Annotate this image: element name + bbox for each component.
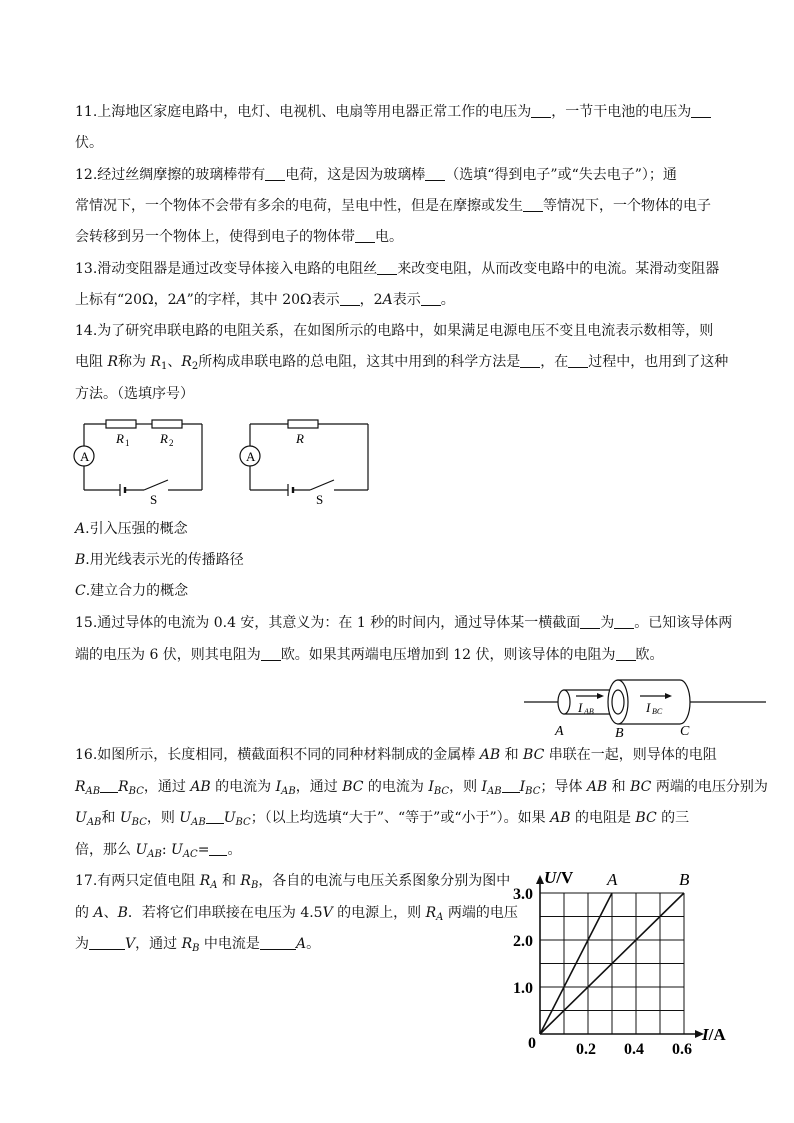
unit: A bbox=[295, 936, 307, 952]
q15-text: 15.通过导体的电流为 0.4 安，其意义为：在 1 秒的时间内，通过导体某一横截面 bbox=[75, 615, 581, 631]
q13-unit: A bbox=[176, 292, 187, 308]
var: I bbox=[428, 779, 434, 795]
q17-text: 两端的电压 bbox=[443, 905, 518, 921]
q11-text: 11.上海地区家庭电路中，电灯、电视机、电扇等用电器正常工作的电压为 bbox=[75, 104, 532, 120]
q17-line2 bbox=[75, 903, 518, 928]
q14-text: 电阻 bbox=[75, 354, 108, 370]
q16-text: ，通过 bbox=[143, 779, 191, 795]
answer-blank[interactable] bbox=[265, 166, 285, 181]
rod-bc bbox=[618, 680, 690, 724]
answer-blank[interactable] bbox=[377, 260, 397, 275]
subscript: BC bbox=[525, 786, 541, 797]
i-bc-label: I bbox=[646, 700, 651, 715]
i-ab-label: I bbox=[578, 700, 583, 715]
q16-line3 bbox=[75, 808, 689, 833]
answer-blank[interactable] bbox=[260, 935, 296, 950]
q17-text: 和 bbox=[217, 873, 241, 889]
q14-line3 bbox=[75, 384, 194, 404]
var: AB bbox=[550, 810, 571, 826]
r2-label: R bbox=[160, 431, 168, 446]
x-tick-label: 0.2 bbox=[576, 1041, 596, 1058]
q12-text: 电。 bbox=[375, 229, 403, 245]
subscript: BC bbox=[131, 817, 147, 828]
option-c bbox=[75, 581, 188, 601]
option-letter: C bbox=[75, 583, 86, 599]
var: AB bbox=[586, 779, 608, 795]
q11-line2 bbox=[75, 133, 103, 153]
var: U bbox=[179, 810, 192, 826]
var: R bbox=[240, 873, 251, 889]
q15-text: 欧。 bbox=[635, 647, 664, 663]
answer-blank[interactable] bbox=[209, 841, 227, 856]
var: AB bbox=[479, 747, 501, 763]
q16-text: 两端的电压分别为 bbox=[651, 779, 768, 795]
y-tick-label: 3.0 bbox=[513, 886, 533, 903]
var: R bbox=[75, 779, 86, 795]
var: U bbox=[171, 842, 183, 858]
var: BC bbox=[342, 779, 364, 795]
subscript: AB bbox=[487, 786, 502, 797]
q15-line1 bbox=[75, 613, 732, 633]
var: R bbox=[181, 936, 193, 952]
answer-blank[interactable] bbox=[355, 228, 375, 243]
u-i-graph bbox=[505, 862, 735, 1062]
answer-blank[interactable] bbox=[531, 103, 551, 118]
q15-text: 欧。如果其两端电压增加到 12 伏，则该导体的电阻为 bbox=[280, 647, 616, 663]
subscript: AB bbox=[147, 849, 162, 860]
q16-text: ，则 bbox=[146, 810, 180, 826]
r-label: R bbox=[296, 431, 304, 446]
q12-text: 等情况下，一个物体的电子 bbox=[543, 198, 711, 214]
x-tick-label: 0.6 bbox=[672, 1041, 692, 1058]
q17-line3 bbox=[75, 934, 320, 959]
q17-text: 。 bbox=[306, 936, 321, 952]
var: A bbox=[93, 905, 104, 921]
series-label-a: A bbox=[607, 870, 618, 889]
var: V bbox=[322, 905, 333, 921]
q12-text: （选填“得到电子”或“失去电子”）；通 bbox=[445, 167, 677, 183]
series-circuit-diagram bbox=[72, 412, 212, 504]
q12-text: 12.经过丝绸摩擦的玻璃棒带有 bbox=[75, 167, 266, 183]
switch-icon bbox=[310, 480, 334, 490]
q16-line1 bbox=[75, 745, 717, 765]
var: I bbox=[275, 779, 282, 795]
unit: V bbox=[125, 936, 136, 952]
answer-blank[interactable] bbox=[100, 778, 118, 793]
q14-text: 称为 bbox=[118, 354, 151, 370]
resistor-r2 bbox=[152, 420, 182, 428]
r2-sub: 2 bbox=[169, 438, 174, 448]
q16-line2 bbox=[75, 777, 768, 802]
var: R bbox=[118, 779, 129, 795]
point-c-label: C bbox=[680, 724, 690, 739]
subscript: BC bbox=[128, 786, 144, 797]
q15-text: 。已知该导体两 bbox=[634, 615, 733, 631]
y-tick-label: 1.0 bbox=[513, 980, 533, 997]
option-text: .用光线表示光的传播路径 bbox=[85, 552, 244, 568]
q16-text: 16.如图所示，长度相同，横截面积不同的同种材料制成的金属棒 bbox=[75, 747, 480, 763]
q13-text: 表示 bbox=[392, 292, 421, 308]
q16-text: 。 bbox=[227, 842, 242, 858]
option-text: .引入压强的概念 bbox=[85, 521, 188, 537]
var-R2: R bbox=[181, 354, 192, 370]
subscript: AB bbox=[86, 817, 102, 828]
q11-text: ，一节干电池的电压为 bbox=[551, 104, 692, 120]
q17-text: 的 bbox=[75, 905, 94, 921]
answer-blank[interactable] bbox=[425, 166, 445, 181]
q16-line4 bbox=[75, 840, 241, 865]
q14-line2 bbox=[75, 352, 728, 377]
q13-text: 上标有“20Ω，2 bbox=[75, 292, 177, 308]
q16-text: 串联在一起，则导体的电阻 bbox=[544, 747, 717, 763]
i-bc-sub: BC bbox=[652, 707, 663, 716]
subscript: B bbox=[250, 880, 259, 891]
answer-blank[interactable] bbox=[568, 353, 588, 368]
subscript: A bbox=[436, 912, 444, 923]
y-tick-label: 2.0 bbox=[513, 933, 533, 950]
q16-text: 和 bbox=[607, 779, 631, 795]
q14-text: 方法。（选填序号） bbox=[75, 386, 194, 402]
resistor-r bbox=[288, 420, 318, 428]
q11-line1 bbox=[75, 102, 711, 122]
q16-text: 的电阻是 bbox=[570, 810, 636, 826]
r1-label: R bbox=[116, 431, 124, 446]
answer-blank[interactable] bbox=[580, 614, 600, 629]
answer-blank[interactable] bbox=[261, 646, 281, 661]
q13-line1 bbox=[75, 259, 719, 279]
option-a bbox=[75, 519, 188, 539]
var: U bbox=[119, 810, 132, 826]
q13-text: 13.滑动变阻器是通过改变导体接入电路的电阻丝 bbox=[75, 261, 378, 277]
q14-line1 bbox=[75, 321, 713, 341]
q15-text: 端的电压为 6 伏，则其电阻为 bbox=[75, 647, 261, 663]
answer-blank[interactable] bbox=[502, 778, 520, 793]
q12-text: 电荷，这是因为玻璃棒 bbox=[285, 167, 426, 183]
q17-text: 为 bbox=[75, 936, 89, 952]
q11-text: 伏。 bbox=[75, 135, 103, 151]
var: R bbox=[425, 905, 437, 921]
switch-label: S bbox=[150, 492, 158, 504]
q16-text: = bbox=[197, 842, 210, 858]
var: U bbox=[135, 842, 148, 858]
subscript: AB bbox=[85, 786, 101, 797]
answer-blank[interactable] bbox=[206, 809, 224, 824]
option-b bbox=[75, 550, 244, 570]
switch-icon bbox=[144, 480, 168, 490]
subscript: BC bbox=[235, 817, 251, 828]
q16-text: ，则 bbox=[449, 779, 482, 795]
point-b-label: B bbox=[615, 726, 624, 740]
answer-blank[interactable] bbox=[520, 353, 540, 368]
q16-text: 的电流为 bbox=[363, 779, 429, 795]
q13-text: 。 bbox=[440, 292, 455, 308]
ammeter-label: A bbox=[80, 449, 90, 464]
q16-text: ，通过 bbox=[295, 779, 343, 795]
answer-blank[interactable] bbox=[89, 935, 125, 950]
q12-line3 bbox=[75, 227, 403, 247]
ammeter-label: A bbox=[246, 449, 256, 464]
q14-text: ，在 bbox=[540, 354, 569, 370]
x-axis-label: I/A bbox=[702, 1025, 726, 1044]
q17-text: ，通过 bbox=[135, 936, 182, 952]
q17-text: 的电源上，则 bbox=[332, 905, 426, 921]
subscript: AC bbox=[182, 849, 198, 860]
q16-text: : bbox=[161, 842, 172, 858]
var: U bbox=[223, 810, 236, 826]
q17-text: 17.有两只定值电阻 bbox=[75, 873, 200, 889]
answer-blank[interactable] bbox=[421, 291, 441, 306]
q13-text: ，2 bbox=[359, 292, 383, 308]
r1-sub: 1 bbox=[125, 438, 130, 448]
subscript: A bbox=[210, 880, 218, 891]
q12-text: 常情况下，一个物体不会带有多余的电荷，呈电中性，但是在摩擦或发生 bbox=[75, 198, 523, 214]
q14-text: 、 bbox=[167, 354, 182, 370]
var: R bbox=[199, 873, 211, 889]
var: I bbox=[519, 779, 526, 795]
q12-text: 会转移到另一个物体上，使得到电子的物体带 bbox=[75, 229, 355, 245]
q16-text: 的三 bbox=[656, 810, 690, 826]
subscript: BC bbox=[433, 786, 450, 797]
subscript: AB bbox=[191, 817, 206, 828]
q17-text: ．若将它们串联接在电压为 4.5 bbox=[127, 905, 323, 921]
answer-blank[interactable] bbox=[523, 197, 543, 212]
option-text: .建立合力的概念 bbox=[85, 583, 189, 599]
q16-text: 倍，那么 bbox=[75, 842, 136, 858]
point-a-label: A bbox=[555, 724, 564, 739]
q17-text: ，各自的电流与电压关系图象分别为图中 bbox=[258, 873, 511, 889]
answer-blank[interactable] bbox=[614, 614, 634, 629]
option-letter: A bbox=[75, 521, 86, 537]
var: I bbox=[481, 779, 488, 795]
y-axis-arrow-icon bbox=[536, 875, 544, 884]
q17-text: 、 bbox=[103, 905, 118, 921]
q16-text: 的电流为 bbox=[210, 779, 276, 795]
subscript: B bbox=[192, 943, 200, 954]
metal-rods-figure bbox=[520, 672, 780, 740]
i-ab-sub: AB bbox=[584, 707, 594, 716]
option-letter: B bbox=[75, 552, 86, 568]
answer-blank[interactable] bbox=[616, 646, 636, 661]
q13-text: ”的字样，其中 20Ω表示 bbox=[186, 292, 340, 308]
q16-text: ；（以上均选填“大于”、“等于”或“小于”）。如果 bbox=[250, 810, 551, 826]
series-label-b: B bbox=[679, 870, 690, 889]
resistor-r1 bbox=[106, 420, 136, 428]
var: U bbox=[75, 810, 87, 826]
origin-label: 0 bbox=[528, 1035, 536, 1052]
q12-line2 bbox=[75, 196, 711, 216]
q14-text: 14.为了研究串联电路的电阻关系，在如图所示的电路中，如果满足电源电压不变且电流表示数相等，则 bbox=[75, 323, 714, 339]
var: BC bbox=[523, 747, 545, 763]
q12-line1 bbox=[75, 165, 677, 185]
x-tick-label: 0.4 bbox=[624, 1041, 644, 1058]
subscript: 2 bbox=[191, 361, 199, 372]
q17-text: 中电流是 bbox=[199, 936, 260, 952]
var-R: R bbox=[107, 354, 118, 370]
q14-text: 所构成串联电路的总电阻，这其中用到的科学方法是 bbox=[198, 354, 521, 370]
switch-label: S bbox=[316, 492, 324, 504]
q13-text: 来改变电阻，从而改变电路中的电流。某滑动变阻器 bbox=[397, 261, 720, 277]
q13-line2 bbox=[75, 290, 455, 310]
q16-text: 和 bbox=[500, 747, 524, 763]
var-R1: R bbox=[150, 354, 161, 370]
q14-text: 过程中，也用到了这种 bbox=[588, 354, 729, 370]
var: BC bbox=[635, 810, 657, 826]
answer-blank[interactable] bbox=[691, 103, 711, 118]
q13-unit: A bbox=[382, 292, 393, 308]
q15-line2 bbox=[75, 645, 664, 665]
q15-text: 为 bbox=[600, 615, 615, 631]
q16-text: 和 bbox=[101, 810, 120, 826]
answer-blank[interactable] bbox=[340, 291, 360, 306]
var: B bbox=[117, 905, 128, 921]
subscript: AB bbox=[281, 786, 296, 797]
q17-line1 bbox=[75, 871, 510, 896]
single-resistor-circuit-diagram bbox=[238, 412, 378, 504]
y-axis-label: U/V bbox=[544, 868, 574, 887]
var: BC bbox=[630, 779, 652, 795]
q16-text: ；导体 bbox=[540, 779, 587, 795]
subscript: 1 bbox=[161, 361, 168, 372]
var: AB bbox=[190, 779, 211, 795]
